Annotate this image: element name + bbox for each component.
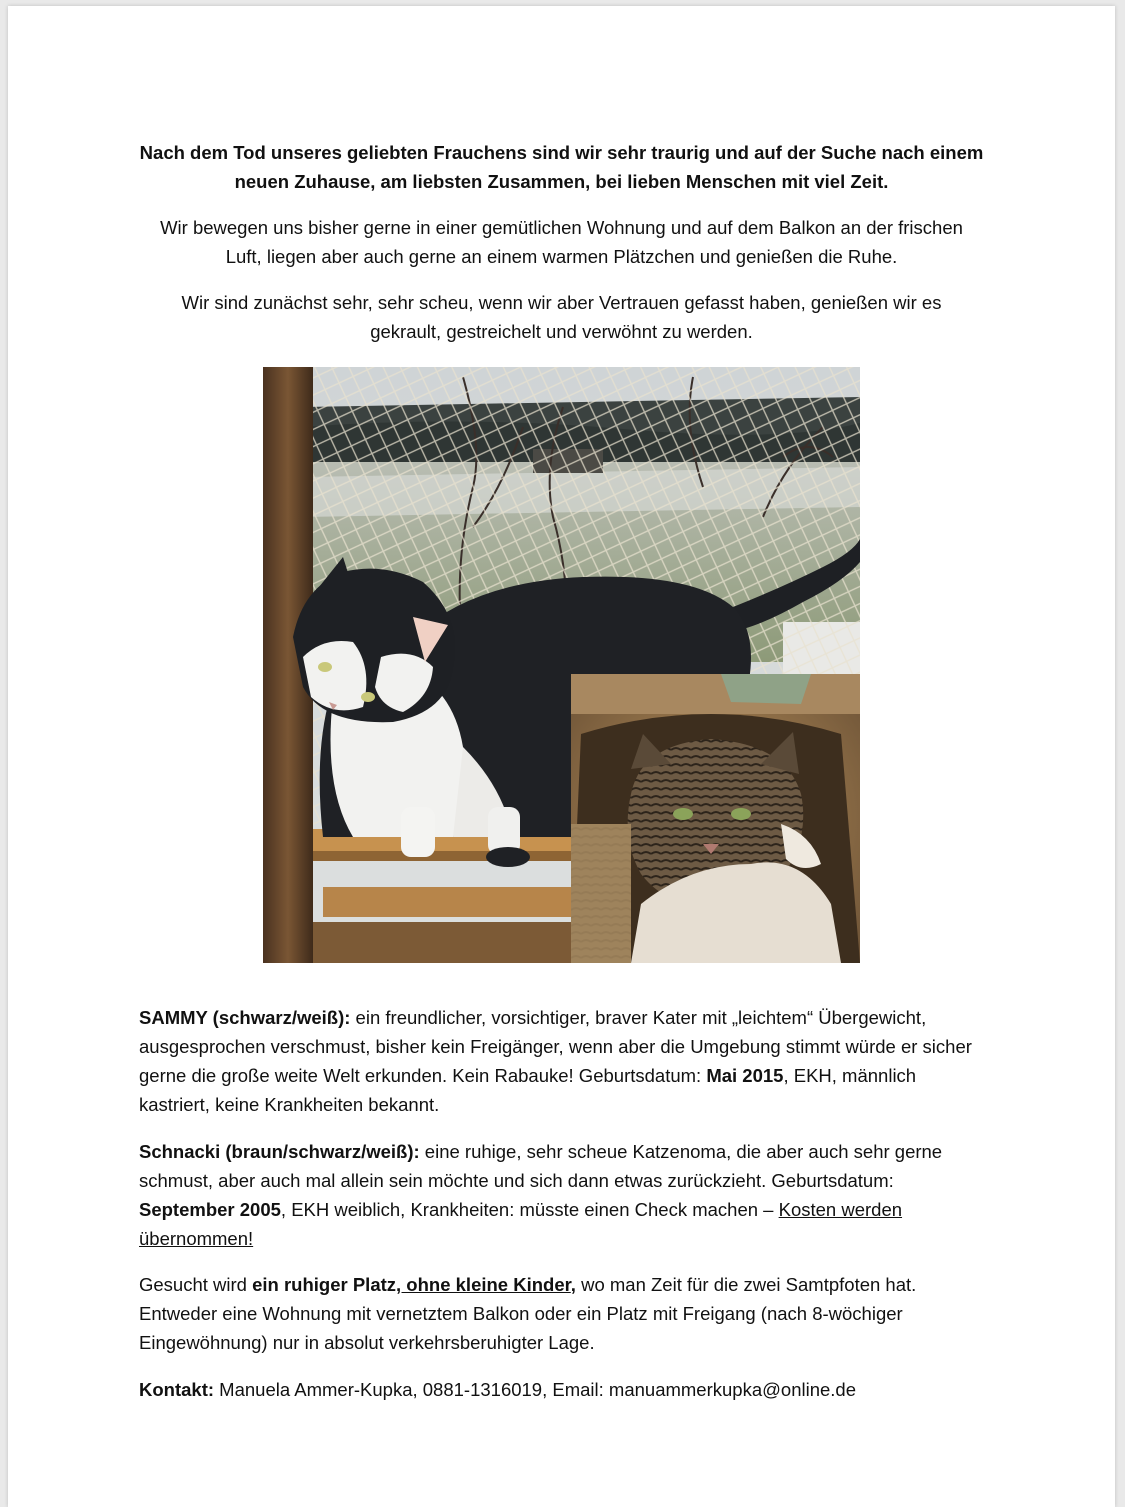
schnacki-description bbox=[139, 1137, 999, 1253]
gesucht-line-3: Eingewöhnung) nur in absolut verkehrsberuhigter Lage. bbox=[139, 1332, 595, 1353]
gesucht-line-2: Entweder eine Wohnung mit vernetztem Balkon oder ein Platz mit Freigang (nach 8-wöchiger bbox=[139, 1303, 903, 1324]
gesucht-comma: , bbox=[570, 1274, 576, 1295]
gesucht-prefix: Gesucht wird bbox=[139, 1274, 253, 1295]
intro-paragraph-2 bbox=[8, 288, 1115, 346]
headline-line-1: Nach dem Tod unseres geliebten Frauchens sind wir sehr traurig und auf der Suche nach einem bbox=[139, 142, 984, 163]
sammy-name: SAMMY (schwarz/weiß): bbox=[139, 1007, 351, 1028]
gesucht-no-kids: , ohne kleine Kinder bbox=[396, 1274, 571, 1295]
sammy-line-3: gerne die große weite Welt erkunden. Kein Rabauke! Geburtsdatum: bbox=[139, 1065, 707, 1086]
intro-p2-line-2: gekrault, gestreichelt und verwöhnt zu werden. bbox=[370, 321, 753, 342]
cat-photo-sammy bbox=[263, 367, 860, 963]
schnacki-line-1: eine ruhige, sehr scheue Katzenoma, die aber auch sehr gerne bbox=[419, 1141, 943, 1162]
schnacki-name: Schnacki (braun/schwarz/weiß): bbox=[139, 1141, 420, 1162]
headline bbox=[8, 138, 1115, 196]
sammy-description bbox=[139, 1003, 999, 1119]
gesucht-rest: wo man Zeit für die zwei Samtpfoten hat. bbox=[575, 1274, 917, 1295]
requirements-paragraph bbox=[139, 1270, 999, 1357]
schnacki-cost-note-end: übernommen! bbox=[139, 1228, 254, 1249]
sammy-line-2: ausgesprochen verschmust, bisher kein Freigänger, wenn aber die Umgebung stimmt würde er sicher bbox=[139, 1036, 972, 1057]
intro-paragraph-1 bbox=[8, 213, 1115, 271]
gesucht-quiet-place: ein ruhiger Platz bbox=[252, 1274, 397, 1295]
contact-line bbox=[139, 1375, 999, 1404]
sammy-line-4: kastriert, keine Krankheiten bekannt. bbox=[139, 1094, 440, 1115]
sammy-line-3-end: , EKH, männlich bbox=[783, 1065, 917, 1086]
contact-label: Kontakt: bbox=[139, 1379, 215, 1400]
headline-line-2: neuen Zuhause, am liebsten Zusammen, bei lieben Menschen mit viel Zeit. bbox=[234, 171, 889, 192]
schnacki-line-2: schmust, aber auch mal allein sein möchte und sich dann etwas zurückzieht. Geburtsdatum: bbox=[139, 1170, 894, 1191]
schnacki-birthdate: September 2005 bbox=[139, 1199, 281, 1220]
intro-p2-line-1: Wir sind zunächst sehr, sehr scheu, wenn wir aber Vertrauen gefasst haben, genießen wir es bbox=[181, 292, 942, 313]
cat-photo-schnacki bbox=[571, 674, 860, 963]
document-page bbox=[8, 6, 1115, 1507]
intro-p1-line-1: Wir bewegen uns bisher gerne in einer gemütlichen Wohnung und auf dem Balkon an der frischen bbox=[160, 217, 963, 238]
schnacki-cost-note: Kosten werden bbox=[778, 1199, 903, 1220]
sammy-line-1: ein freundlicher, vorsichtiger, braver Kater mit „leichtem“ Übergewicht, bbox=[350, 1007, 927, 1028]
schnacki-line-3: , EKH weiblich, Krankheiten: müsste einen Check machen – bbox=[280, 1199, 779, 1220]
contact-details: Manuela Ammer-Kupka, 0881-1316019, Email: manuammerkupka@online.de bbox=[214, 1379, 856, 1400]
intro-p1-line-2: Luft, liegen aber auch gerne an einem warmen Plätzchen und genießen die Ruhe. bbox=[225, 246, 898, 267]
sammy-birthdate: Mai 2015 bbox=[706, 1065, 784, 1086]
